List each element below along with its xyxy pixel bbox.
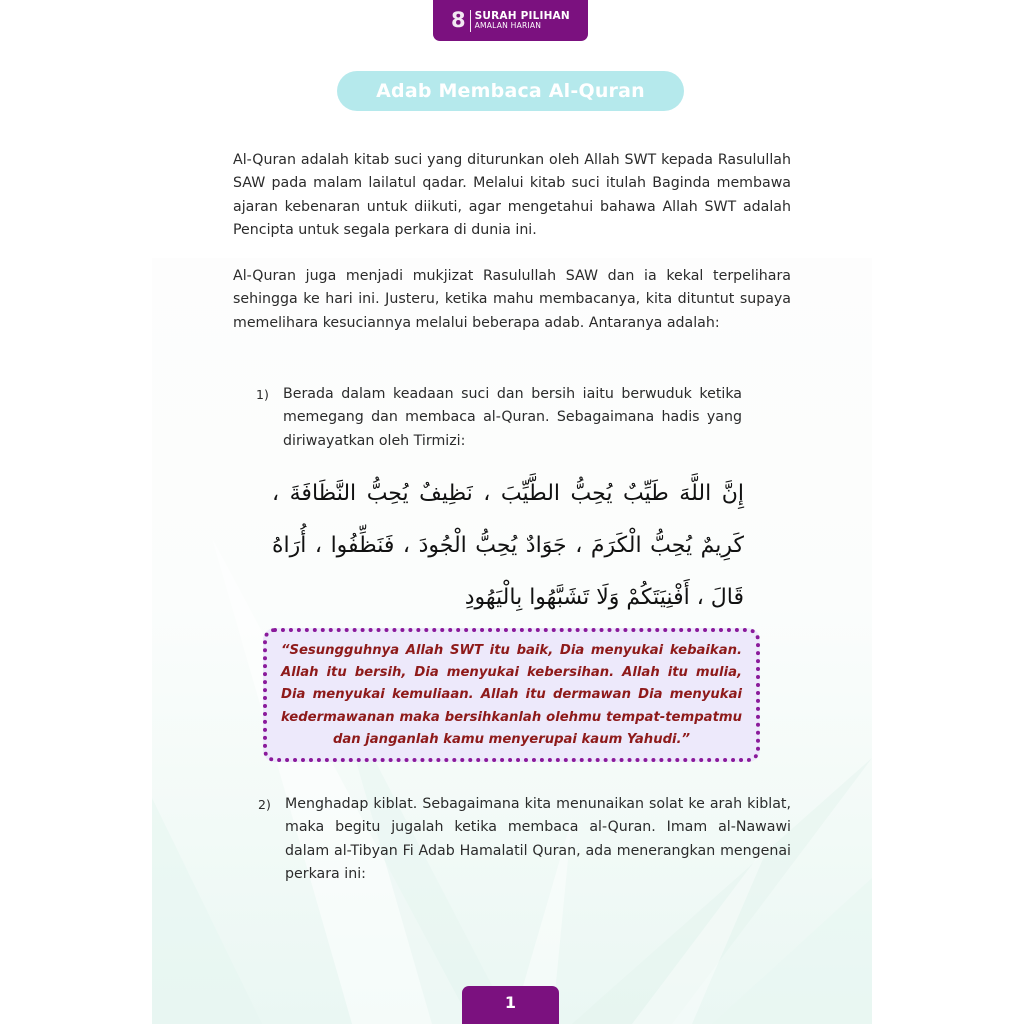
chapter-title: SURAH PILIHAN — [474, 9, 570, 22]
chapter-header-tab — [433, 0, 588, 41]
hadith-arabic-text: إِنَّ اللَّهَ طَيِّبٌ يُحِبُّ الطَّيِّبَ ، نَظِيفٌ يُحِبُّ النَّظَافَةَ ، كَرِيمٌ يُحِبُّ الْكَرَمَ ، جَوَادٌ يُحِبُّ الْجُودَ ، فَنَظِّفُوا ، أُرَاهُ قَالَ ، أَفْنِيَتَكُمْ وَلَا تَشَبَّهُوا بِالْيَهُودِ — [272, 481, 744, 610]
list-item — [256, 383, 742, 453]
list-item-text: Berada dalam keadaan suci dan bersih iaitu berwuduk ketika memegang dan membaca al-Quran. Sebagaimana hadis yang diriwayatkan oleh Tirmizi: — [283, 386, 742, 449]
list-item-text: Menghadap kiblat. Sebagaimana kita menunaikan solat ke arah kiblat, maka begitu jugalah ketika membaca al-Quran. Imam al-Nawawi dalam al-Tibyan Fi Adab Hamalatil Quran, ada menerangkan mengenai perkara ini: — [285, 796, 791, 882]
page-number: 1 — [504, 993, 517, 1012]
adab-intro-paragraph: Al-Quran juga menjadi mukjizat Rasulullah SAW dan ia kekal terpelihara sehingga ke hari ini. Justeru, ketika mahu membacanya, kita dituntut supaya memelihara kesuciannya melalui beberapa adab. Antaranya adalah: — [233, 268, 791, 331]
section-title — [337, 71, 684, 111]
ray-decoration — [152, 798, 262, 1024]
list-item — [258, 793, 791, 886]
list-item-number: 1) — [256, 387, 269, 402]
chapter-number: 8 — [451, 10, 471, 32]
hadith-translation-box — [263, 628, 760, 762]
section-title-text: Adab Membaca Al-Quran — [376, 80, 645, 102]
intro-paragraph: Al-Quran adalah kitab suci yang diturunkan oleh Allah SWT kepada Rasulullah SAW pada malam lailatul qadar. Melalui kitab suci itulah Baginda membawa ajaran kebenaran untuk diikuti, agar mengetahui bahawa Allah SWT adalah Pencipta untuk segala perkara di dunia ini. — [233, 152, 791, 238]
chapter-header-text — [475, 11, 570, 30]
hadith-translation-text: “Sesungguhnya Allah SWT itu baik, Dia menyukai kebaikan. Allah itu bersih, Dia menyukai kebersihan. Allah itu mulia, Dia menyukai kemuliaan. Allah itu dermawan Dia menyukai kedermawanan maka bersihkanlah olehmu tempat-tempatmu dan janganlah kamu menyerupai kaum Yahudi.” — [281, 643, 742, 747]
chapter-subtitle: AMALAN HARIAN — [474, 21, 542, 31]
page-number-tab — [462, 986, 559, 1024]
list-item-number: 2) — [258, 797, 271, 812]
